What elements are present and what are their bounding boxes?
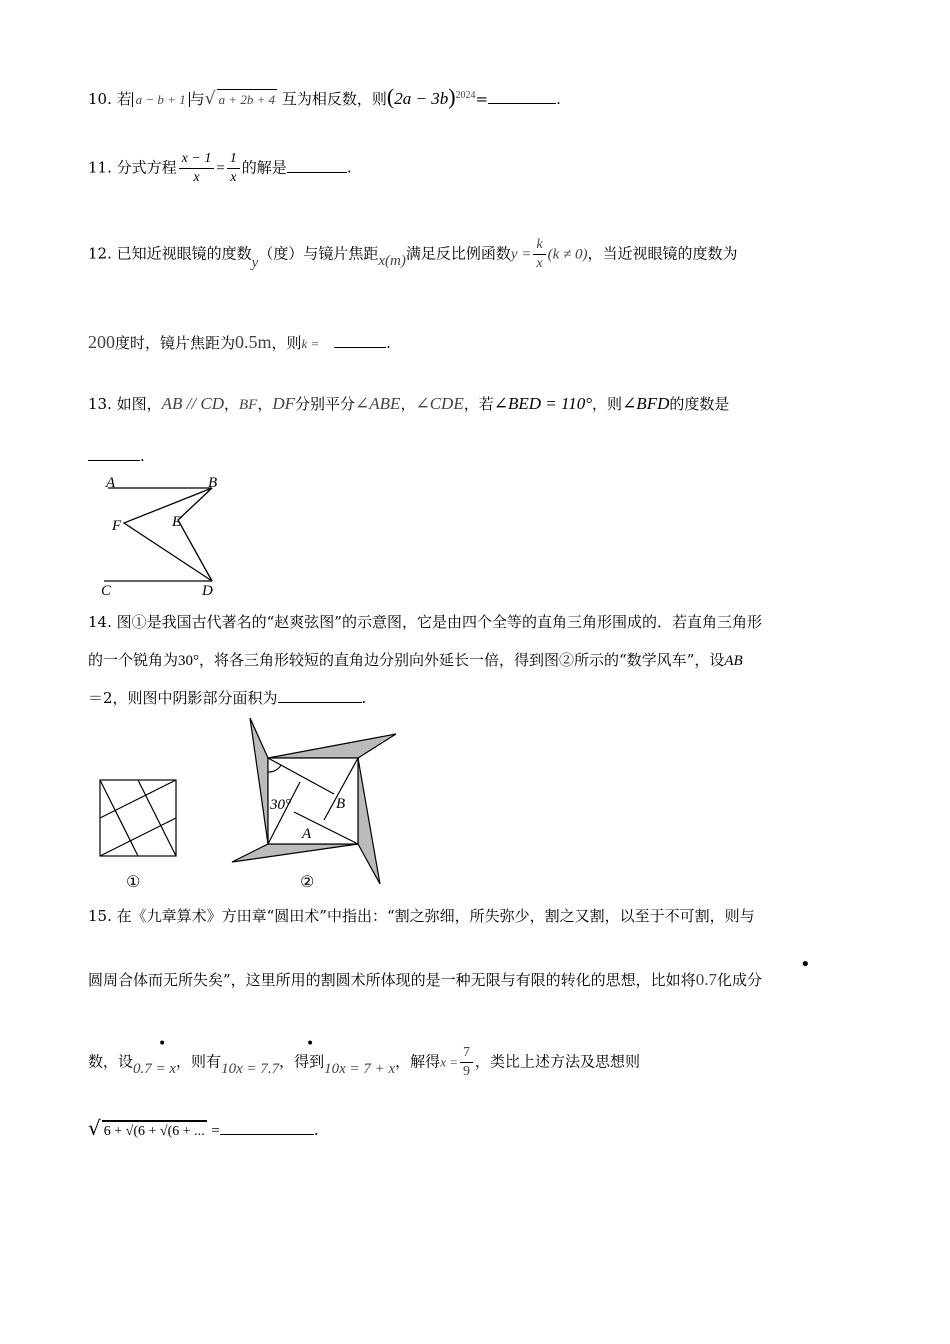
path-BED: [178, 488, 212, 581]
answer-blank: [88, 446, 140, 461]
inverse-fraction: $\frac{k}{x}$: [533, 236, 545, 273]
sqrt-icon: √: [88, 1116, 101, 1140]
question-14: 14. 图①是我国古代著名的“赵爽弦图”的示意图，它是由四个全等的直角三角形围成的．若直角三角形: [88, 613, 762, 631]
answer-blank: [287, 158, 347, 173]
shaded-blade-right: [358, 758, 380, 884]
label-30deg: 30°: [270, 797, 291, 813]
windmill-figure: [228, 716, 400, 888]
q14-number: 14.: [88, 613, 112, 631]
label-D: D: [202, 583, 213, 598]
answer-blank: [334, 333, 386, 348]
power-base: 2a − 3b: [394, 89, 449, 108]
shaded-blade-bottom: [232, 844, 358, 862]
label-A: A: [302, 826, 312, 842]
label-B: B: [208, 475, 218, 491]
q13-figure: [96, 472, 236, 598]
fig1-caption: ①: [126, 874, 141, 891]
label-C: C: [101, 583, 112, 598]
label-F: F: [112, 518, 122, 534]
sqrt-expr: a + 2b + 4: [217, 89, 278, 110]
sqrt-icon: √: [204, 89, 216, 109]
absolute-value: a − b + 1: [132, 92, 190, 107]
label-B: B: [336, 796, 346, 812]
repeat-dot: •: [800, 954, 811, 975]
answer-blank: [278, 688, 362, 703]
question-13: 13. 如图，AB // CD，BF，DF分别平分∠ABE，∠CDE，若∠BED = 110°，则∠BFD的度数是: [88, 394, 730, 413]
repeat-dot: •: [306, 1036, 315, 1052]
answer-blank: [220, 1120, 314, 1135]
q13-number: 13.: [88, 395, 112, 413]
shaded-blade-left: [250, 718, 268, 844]
nested-radical: 6 + √(6 + √(6 + ...: [102, 1120, 207, 1142]
fig2-caption: ②: [300, 874, 315, 891]
fraction-right: $\frac{1}{x}$: [227, 150, 240, 187]
repeating-decimal: 0.7: [695, 970, 717, 989]
power-exponent: 2024: [455, 90, 476, 101]
answer-blank: [488, 89, 556, 104]
q12-number: 12.: [88, 244, 112, 263]
path-BFD: [124, 488, 212, 581]
question-12-cont: 200度时，镜片焦距为0.5m，则k = .: [88, 332, 391, 352]
question-12: 12. 已知近视眼镜的度数y（度）与镜片焦距x(m)满足反比例函数y = $\frac{k}{x}$ (k ≠ 0)，当近视眼镜的度数为: [88, 237, 738, 271]
label-E: E: [172, 514, 182, 530]
repeat-dot: •: [158, 1036, 167, 1052]
label-A: A: [106, 475, 116, 491]
question-15: 15. 在《九章算术》方田章“圆田术”中指出：“割之弥细，所失弥少，割之又割，以至于不可割，则与: [88, 907, 755, 925]
shaded-blade-top: [268, 734, 396, 758]
question-10: 10. 若 a − b + 1 与√ a + 2b + 4 互为相反数，则$(2a - 3b)^{2024}=$ .: [88, 84, 561, 109]
q15-number: 15.: [88, 907, 112, 925]
q10-number: 10.: [88, 90, 112, 108]
question-11: 11. 分式方程 $\frac{x - 1}{x}$ = $\frac{1}{x}$ 的解是 .: [88, 151, 352, 185]
solution-fraction: $\frac{7}{9}$: [460, 1044, 473, 1081]
zhao-shuang-figure: [96, 776, 182, 862]
fraction-left: $\frac{x - 1}{x}$: [179, 150, 215, 187]
outer-square: [100, 780, 176, 856]
q11-number: 11.: [88, 158, 112, 177]
